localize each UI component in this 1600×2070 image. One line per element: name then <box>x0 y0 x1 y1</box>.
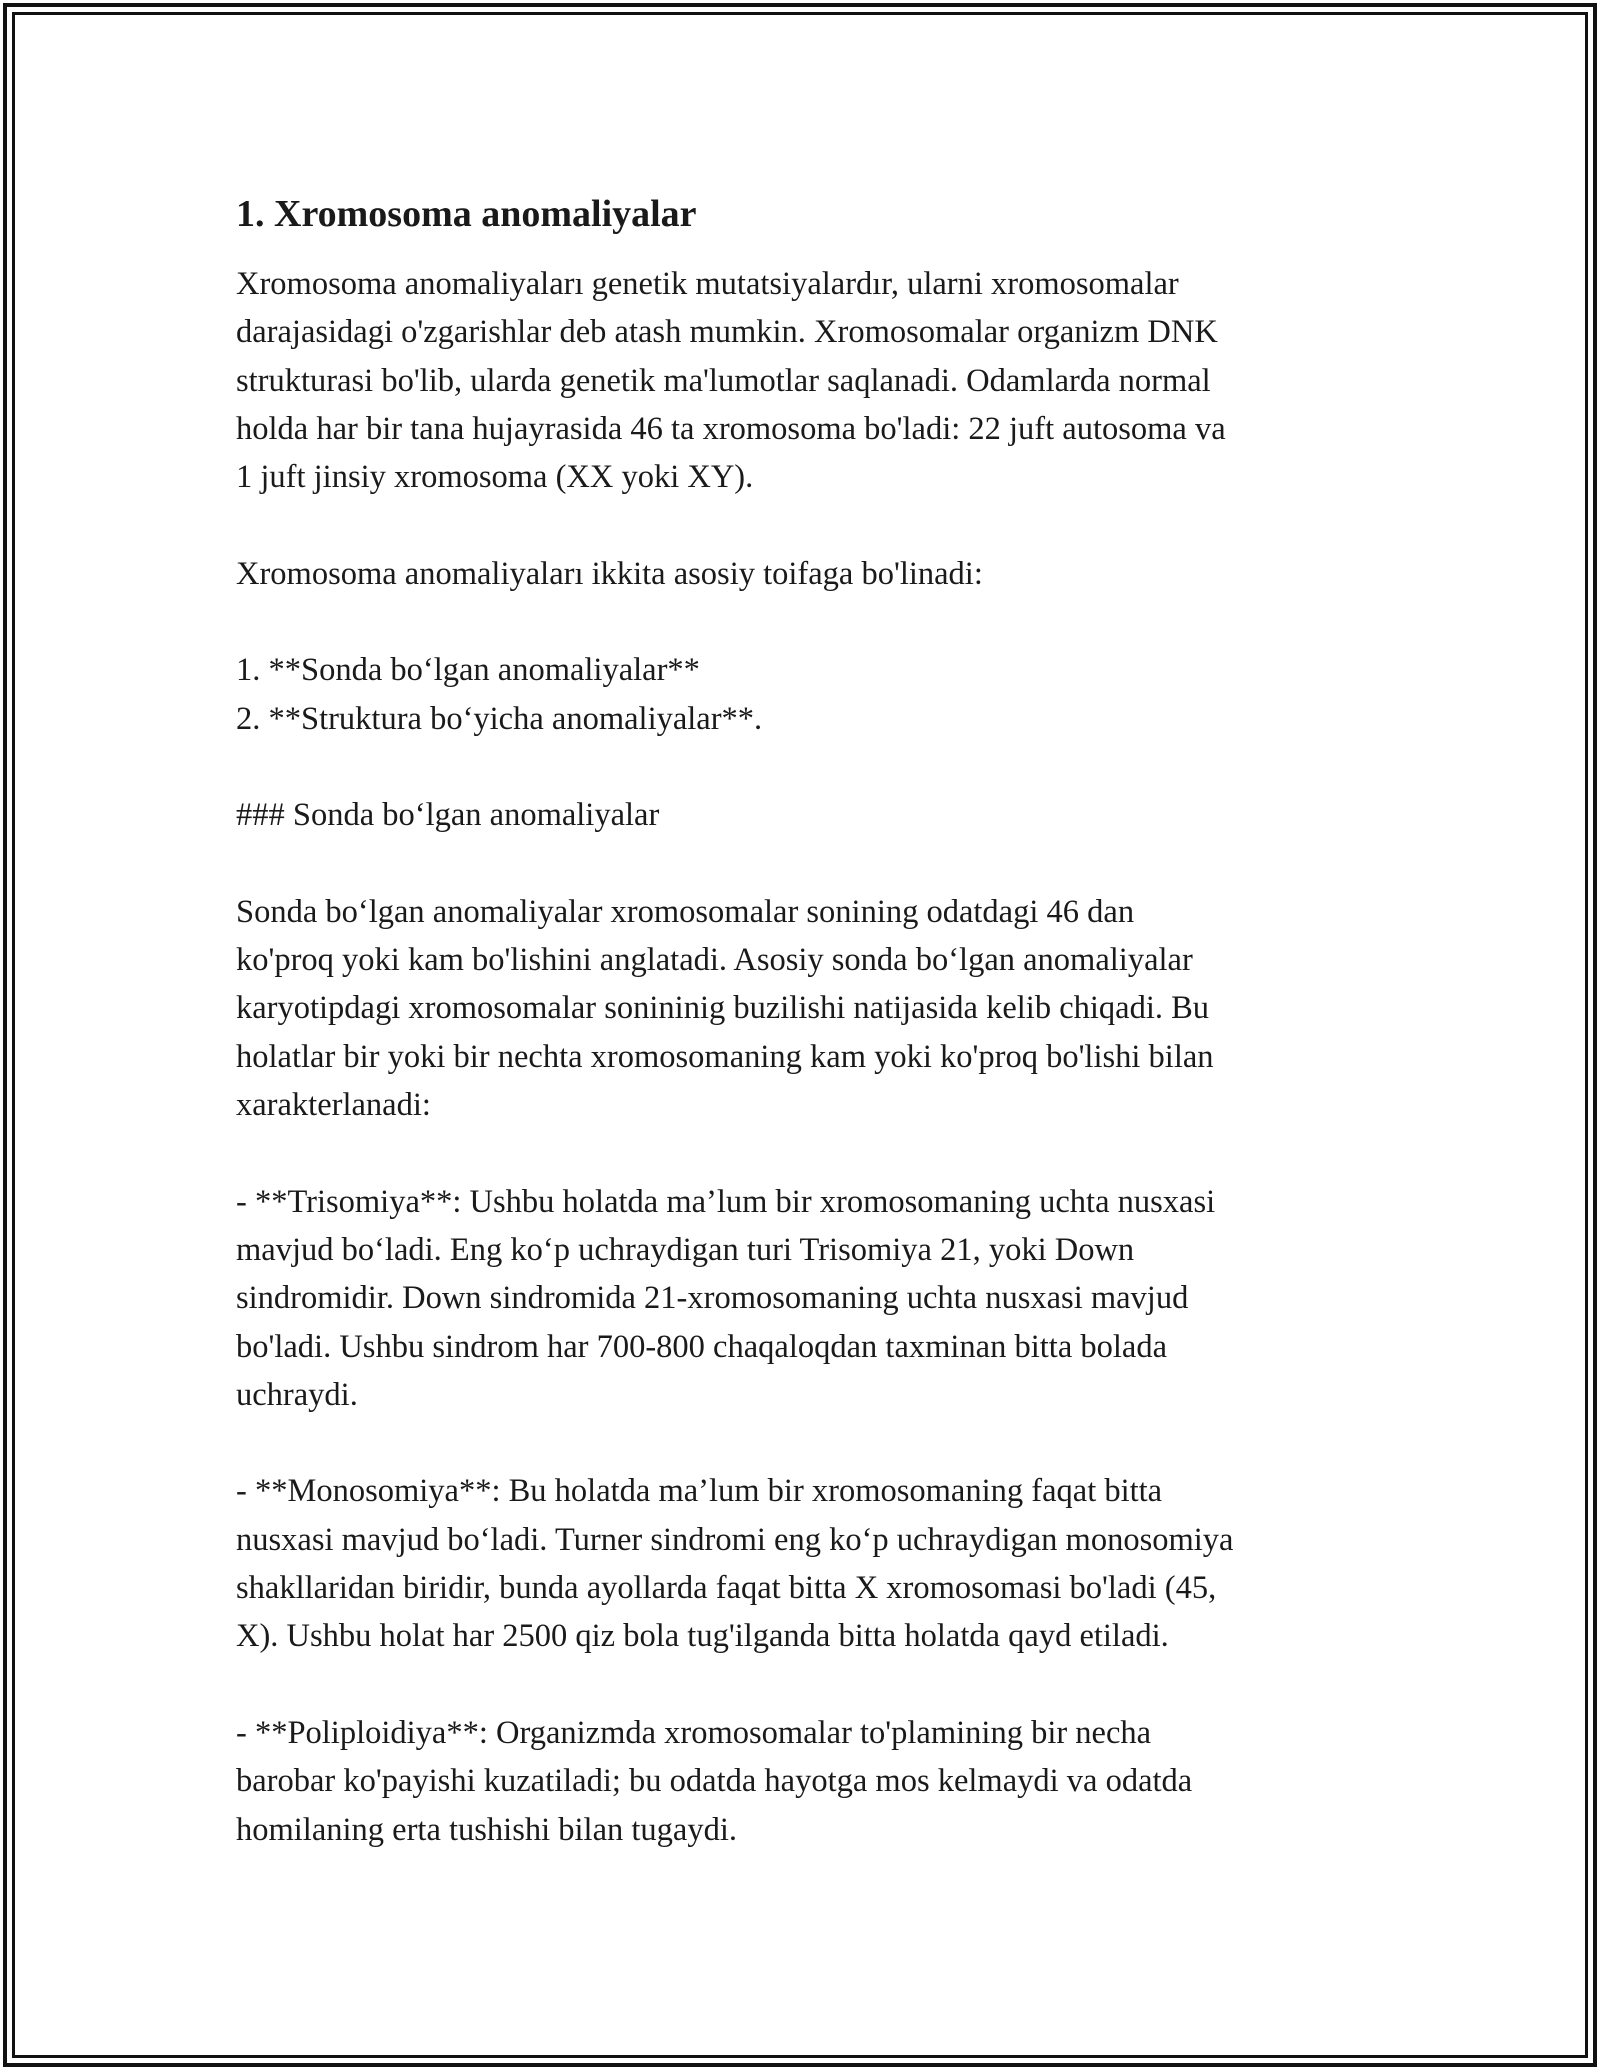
text-line: bo'ladi. Ushbu sindrom har 700-800 chaqaloqdan taxminan bitta bolada <box>236 1328 1167 1365</box>
text-line: - **Trisomiya**: Ushbu holatda ma’lum bir xromosomaning uchta nusxasi <box>236 1183 1216 1220</box>
category-list <box>236 646 1376 743</box>
text-line: X). Ushbu holat har 2500 qiz bola tug'ilganda bitta holatda qayd etiladi. <box>236 1618 1169 1655</box>
text-line: mavjud bo‘ladi. Eng ko‘p uchraydigan turi Trisomiya 21, yoki Down <box>236 1231 1135 1268</box>
monosomy-paragraph <box>236 1467 1376 1660</box>
list-item: 2. **Struktura bo‘yicha anomaliyalar**. <box>236 700 763 737</box>
numerical-anomalies-paragraph <box>236 888 1376 1129</box>
categories-intro-paragraph <box>236 550 1376 598</box>
text-line: - **Monosomiya**: Bu holatda ma’lum bir xromosomaning faqat bitta <box>236 1473 1163 1510</box>
text-line: barobar ko'payishi kuzatiladi; bu odatda hayotga mos kelmaydi va odatda <box>236 1763 1193 1800</box>
text-line: strukturasi bo'lib, ularda genetik ma'lumotlar saqlanadi. Odamlarda normal <box>236 362 1211 399</box>
text-line: uchraydi. <box>236 1376 358 1413</box>
text-line: holda har bir tana hujayrasida 46 ta xromosoma bo'ladi: 22 juft autosoma va <box>236 410 1226 447</box>
text-line: xarakterlanadi: <box>236 1087 431 1124</box>
text-line: nusxasi mavjud bo‘ladi. Turner sindromi eng ko‘p uchraydigan monosomiya <box>236 1521 1234 1558</box>
text-line: darajasidagi o'zgarishlar deb atash mumkin. Xromosomalar organizm DNK <box>236 314 1218 351</box>
document-body <box>236 186 1376 1902</box>
trisomy-paragraph <box>236 1178 1376 1419</box>
text-line: ### Sonda bo‘lgan anomaliyalar <box>236 797 660 834</box>
section-heading-line <box>236 791 1376 839</box>
text-line: holatlar bir yoki bir nechta xromosomaning kam yoki ko'proq bo'lishi bilan <box>236 1038 1214 1075</box>
list-item: 1. **Sonda bo‘lgan anomaliyalar** <box>236 652 700 689</box>
text-line: Sonda bo‘lgan anomaliyalar xromosomalar sonining odatdagi 46 dan <box>236 893 1135 930</box>
text-line: karyotipdagi xromosomalar sonininig buzilishi natijasida kelib chiqadi. Bu <box>236 990 1210 1027</box>
intro-paragraph <box>236 260 1376 501</box>
text-line: shakllaridan biridir, bunda ayollarda faqat bitta X xromosomasi bo'ladi (45, <box>236 1570 1217 1607</box>
page-title: 1. Xromosoma anomaliyalar <box>236 193 697 235</box>
text-line: homilaning erta tushishi bilan tugaydi. <box>236 1811 737 1848</box>
text-line: sindromidir. Down sindromida 21-xromosomaning uchta nusxasi mavjud <box>236 1280 1189 1317</box>
text-line: Xromosoma anomaliyaları ikkita asosiy toifaga bo'linadi: <box>236 555 983 592</box>
text-line: 1 juft jinsiy xromosoma (XX yoki XY). <box>236 459 754 496</box>
text-line: Xromosoma anomaliyaları genetik mutatsiyalardır, ularni xromosomalar <box>236 266 1179 302</box>
text-line: ko'proq yoki kam bo'lishini anglatadi. Asosiy sonda bo‘lgan anomaliyalar <box>236 942 1193 979</box>
text-line: - **Poliploidiya**: Organizmda xromosomalar to'plamining bir necha <box>236 1714 1152 1751</box>
polyploidy-paragraph <box>236 1709 1376 1854</box>
